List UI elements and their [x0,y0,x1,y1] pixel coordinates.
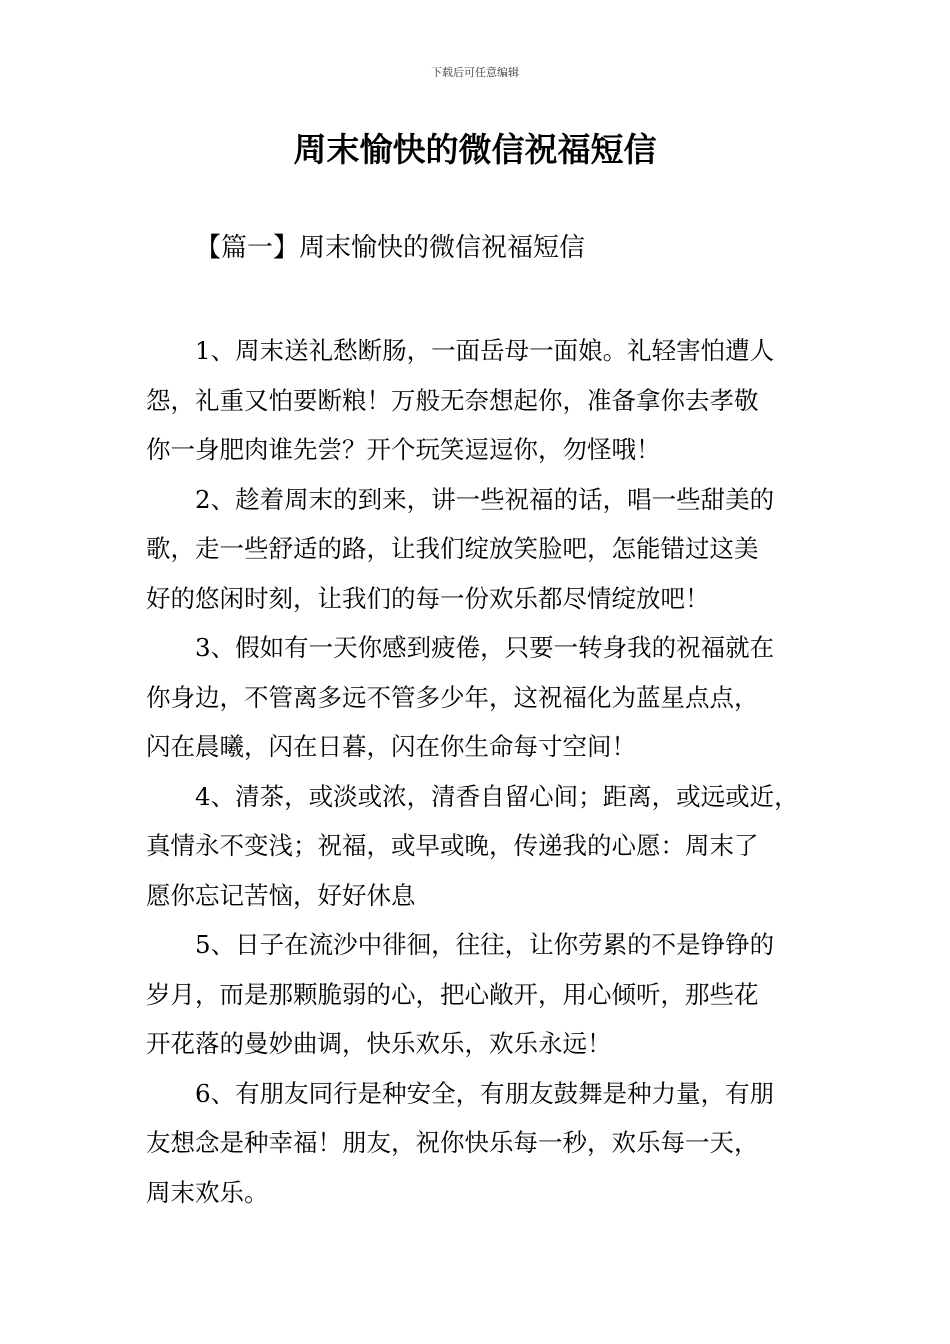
paragraph-line: 你身边，不管离多远不管多少年，这祝福化为蓝星点点， [146,682,759,712]
paragraph-3 [146,623,826,772]
paragraph-line: 闪在晨曦，闪在日暮，闪在你生命每寸空间！ [146,732,636,761]
paragraph-line: 真情永不变浅；祝福，或早或晚，传递我的心愿：周末了 [146,831,759,860]
header-note: 下载后可任意编辑 [431,66,519,79]
paragraph-line: 1、周末送礼愁断肠，一面岳母一面娘。礼轻害怕遭人 [195,336,775,365]
paragraph-line: 周末欢乐。 [146,1177,269,1207]
paragraph-line: 怨，礼重又怕要断粮！万般无奈想起你，准备拿你去孝敬 [146,385,759,415]
paragraph-line: 6、有朋友同行是种安全，有朋友鼓舞是种力量，有朋 [195,1078,775,1108]
paragraph-1 [146,326,826,475]
section-heading: 【篇一】周末愉快的微信祝福短信 [195,233,586,263]
paragraph-line: 你一身肥肉谁先尝？开个玩笑逗逗你，勿怪哦！ [146,435,661,464]
paragraph-4 [146,772,826,921]
paragraph-line: 歌，走一些舒适的路，让我们绽放笑脸吧，怎能错过这美 [146,534,759,563]
paragraph-line: 3、假如有一天你感到疲倦，只要一转身我的祝福就在 [195,633,775,662]
paragraph-2 [146,475,826,624]
paragraph-line: 好的悠闲时刻，让我们的每一份欢乐都尽情绽放吧！ [146,583,710,613]
paragraph-line: 2、趁着周末的到来，讲一些祝福的话，唱一些甜美的 [195,484,775,514]
document-body [146,326,826,1217]
document-title: 周末愉快的微信祝福短信 [293,130,657,169]
paragraph-line: 愿你忘记苦恼，好好休息 [146,880,416,910]
paragraph-line: 开花落的曼妙曲调，快乐欢乐，欢乐永远！ [146,1029,612,1058]
paragraph-line: 4、清茶，或淡或浓，清香自留心间；距离，或远或近， [195,781,799,811]
paragraph-6 [146,1069,826,1218]
paragraph-line: 5、日子在流沙中徘徊，往往，让你劳累的不是铮铮的 [195,930,775,959]
paragraph-line: 友想念是种幸福！朋友，祝你快乐每一秒，欢乐每一天， [146,1128,759,1157]
paragraph-5 [146,920,826,1069]
paragraph-line: 岁月，而是那颗脆弱的心，把心敞开，用心倾听，那些花 [146,979,759,1009]
